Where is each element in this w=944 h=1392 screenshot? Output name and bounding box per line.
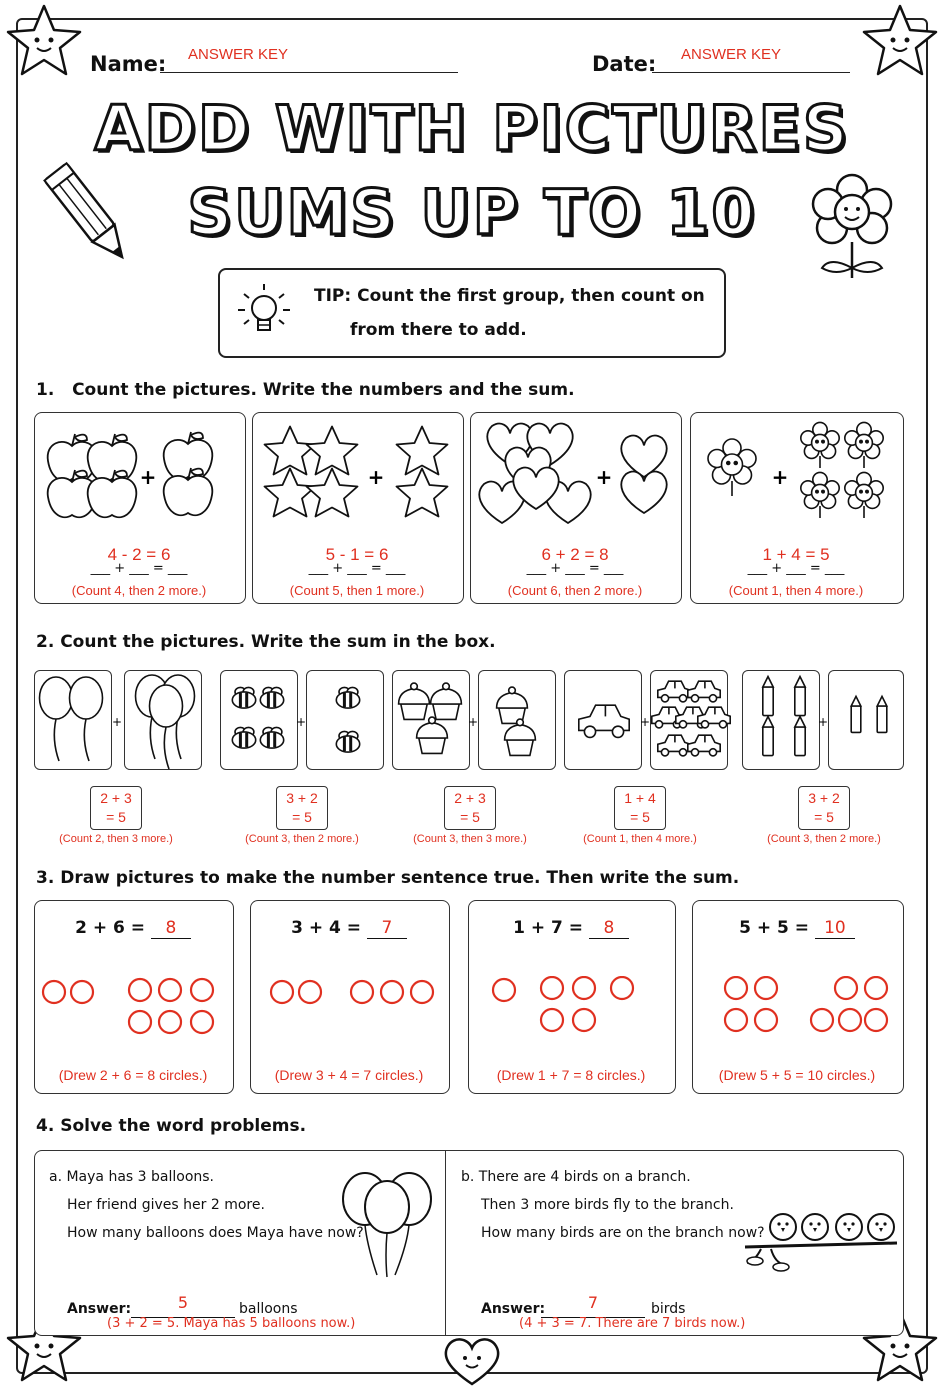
section1-note: (Count 4, then 2 more.) (71, 583, 207, 598)
problem-b-note: (4 + 3 = 7. There are 7 birds now.) (519, 1316, 746, 1331)
section1-equation: 5 - 1 = 6 (325, 545, 389, 564)
svg-text:+: + (595, 465, 613, 489)
title-line2: SUMS UP TO 10 (187, 176, 757, 249)
section3-note: (Drew 2 + 6 = 8 circles.) (58, 1067, 208, 1083)
section3-equation: 1 + 7 = 8 (468, 918, 674, 939)
section3-equation: 2 + 6 = 8 (34, 918, 232, 939)
word-problems-box (34, 1150, 904, 1336)
section3-note: (Drew 1 + 7 = 8 circles.) (496, 1067, 646, 1083)
section2-heading: 2. Count the pictures. Write the sum in the box. (36, 632, 496, 652)
section3-answer[interactable]: 7 (367, 918, 407, 939)
svg-text:+: + (817, 715, 829, 729)
tip-box (218, 268, 726, 358)
crayon-group-icon (0, 664, 944, 774)
pencil-icon (38, 156, 142, 276)
problem-b-line3: How many birds are on the branch now? (481, 1225, 765, 1241)
sum-box-expression: 2 + 3 (100, 790, 132, 806)
section1-note: (Count 5, then 1 more.) (289, 583, 425, 598)
problem-b-answer: 7 (587, 1293, 599, 1312)
problem-a-note: (3 + 2 = 5. Maya has 5 balloons now.) (107, 1316, 356, 1331)
section3-equation: 3 + 4 = 7 (250, 918, 448, 939)
sum-box-result: = 5 (814, 809, 834, 825)
problem-b-line1: b. There are 4 birds on a branch. (461, 1169, 691, 1185)
section2-note: (Count 1, then 4 more.) (583, 833, 697, 845)
section3-answer[interactable]: 8 (151, 918, 191, 939)
section1-blanks[interactable]: ___ + ___ = ___ (90, 561, 188, 576)
svg-text:+: + (771, 465, 789, 489)
section2-sum-box[interactable] (90, 786, 142, 830)
tip-line1: TIP: Count the first group, then count on (314, 286, 705, 306)
flower-icon (800, 172, 904, 282)
section1-equation: 4 - 2 = 6 (107, 545, 171, 564)
section3-answer[interactable]: 10 (815, 918, 855, 939)
star-face-icon (860, 2, 940, 82)
section1-blanks[interactable]: ___ + ___ = ___ (747, 561, 845, 576)
balloons-icon (337, 1165, 437, 1285)
problem-a-answer: 5 (177, 1293, 189, 1312)
section1-blanks[interactable]: ___ + ___ = ___ (526, 561, 624, 576)
section3-answer[interactable]: 8 (589, 918, 629, 939)
svg-text:+: + (367, 465, 385, 489)
section4-heading: 4. Solve the word problems. (36, 1116, 307, 1136)
sum-box-result: = 5 (460, 809, 480, 825)
sum-box-expression: 2 + 3 (454, 790, 486, 806)
tip-line2: from there to add. (350, 320, 527, 340)
sum-box-expression: 3 + 2 (808, 790, 840, 806)
birds-on-branch-icon (741, 1197, 901, 1287)
flower-group-icon (0, 412, 944, 612)
section2-note: (Count 3, then 2 more.) (245, 833, 359, 845)
svg-text:+: + (467, 715, 479, 729)
sum-box-result: = 5 (106, 809, 126, 825)
section1-blanks[interactable]: ___ + ___ = ___ (308, 561, 406, 576)
problem-b-line2: Then 3 more birds fly to the branch. (481, 1197, 734, 1213)
section2-note: (Count 3, then 2 more.) (767, 833, 881, 845)
problem-a-line3: How many balloons does Maya have now? (67, 1225, 364, 1241)
name-label: Name: (90, 52, 167, 76)
section2-note: (Count 3, then 3 more.) (413, 833, 527, 845)
section3-equation: 5 + 5 = 10 (692, 918, 902, 939)
date-line[interactable] (652, 72, 850, 73)
section1-heading: 1. Count the pictures. Write the numbers and the sum. (36, 380, 575, 400)
drawn-circles (0, 976, 944, 1036)
sum-box-result: = 5 (630, 809, 650, 825)
svg-text:+: + (111, 715, 123, 729)
date-value: ANSWER KEY (680, 46, 782, 63)
svg-text:+: + (639, 715, 651, 729)
problem-a-line2: Her friend gives her 2 more. (67, 1197, 265, 1213)
name-value: ANSWER KEY (187, 46, 289, 63)
section1-equation: 1 + 4 = 5 (762, 545, 830, 564)
section2-sum-box[interactable] (276, 786, 328, 830)
problem-b-answer-label: Answer: (481, 1301, 546, 1317)
svg-text:+: + (295, 715, 307, 729)
section1-note: (Count 6, then 2 more.) (507, 583, 643, 598)
title-line1: ADD WITH PICTURES (94, 92, 850, 165)
sum-box-expression: 3 + 2 (286, 790, 318, 806)
section2-sum-box[interactable] (614, 786, 666, 830)
problem-b-unit: birds (651, 1301, 686, 1317)
section1-note: (Count 1, then 4 more.) (728, 583, 864, 598)
section2-note: (Count 2, then 3 more.) (59, 833, 173, 845)
svg-text:+: + (139, 465, 157, 489)
name-line[interactable] (160, 72, 458, 73)
section1-equation: 6 + 2 = 8 (541, 545, 609, 564)
section2-sum-box[interactable] (798, 786, 850, 830)
section3-note: (Drew 5 + 5 = 10 circles.) (718, 1067, 876, 1083)
sum-box-result: = 5 (292, 809, 312, 825)
section3-heading: 3. Draw pictures to make the number sentence true. Then write the sum. (36, 868, 740, 888)
star-face-icon (4, 2, 84, 82)
section2-sum-box[interactable] (444, 786, 496, 830)
date-label: Date: (592, 52, 657, 76)
section3-note: (Drew 3 + 4 = 7 circles.) (274, 1067, 424, 1083)
heart-face-icon (440, 1334, 504, 1388)
sum-box-expression: 1 + 4 (624, 790, 656, 806)
problem-a-line1: a. Maya has 3 balloons. (49, 1169, 214, 1185)
lightbulb-icon (234, 280, 294, 344)
problem-a-unit: balloons (239, 1301, 298, 1317)
divider (445, 1151, 446, 1335)
problem-a-answer-label: Answer: (67, 1301, 132, 1317)
